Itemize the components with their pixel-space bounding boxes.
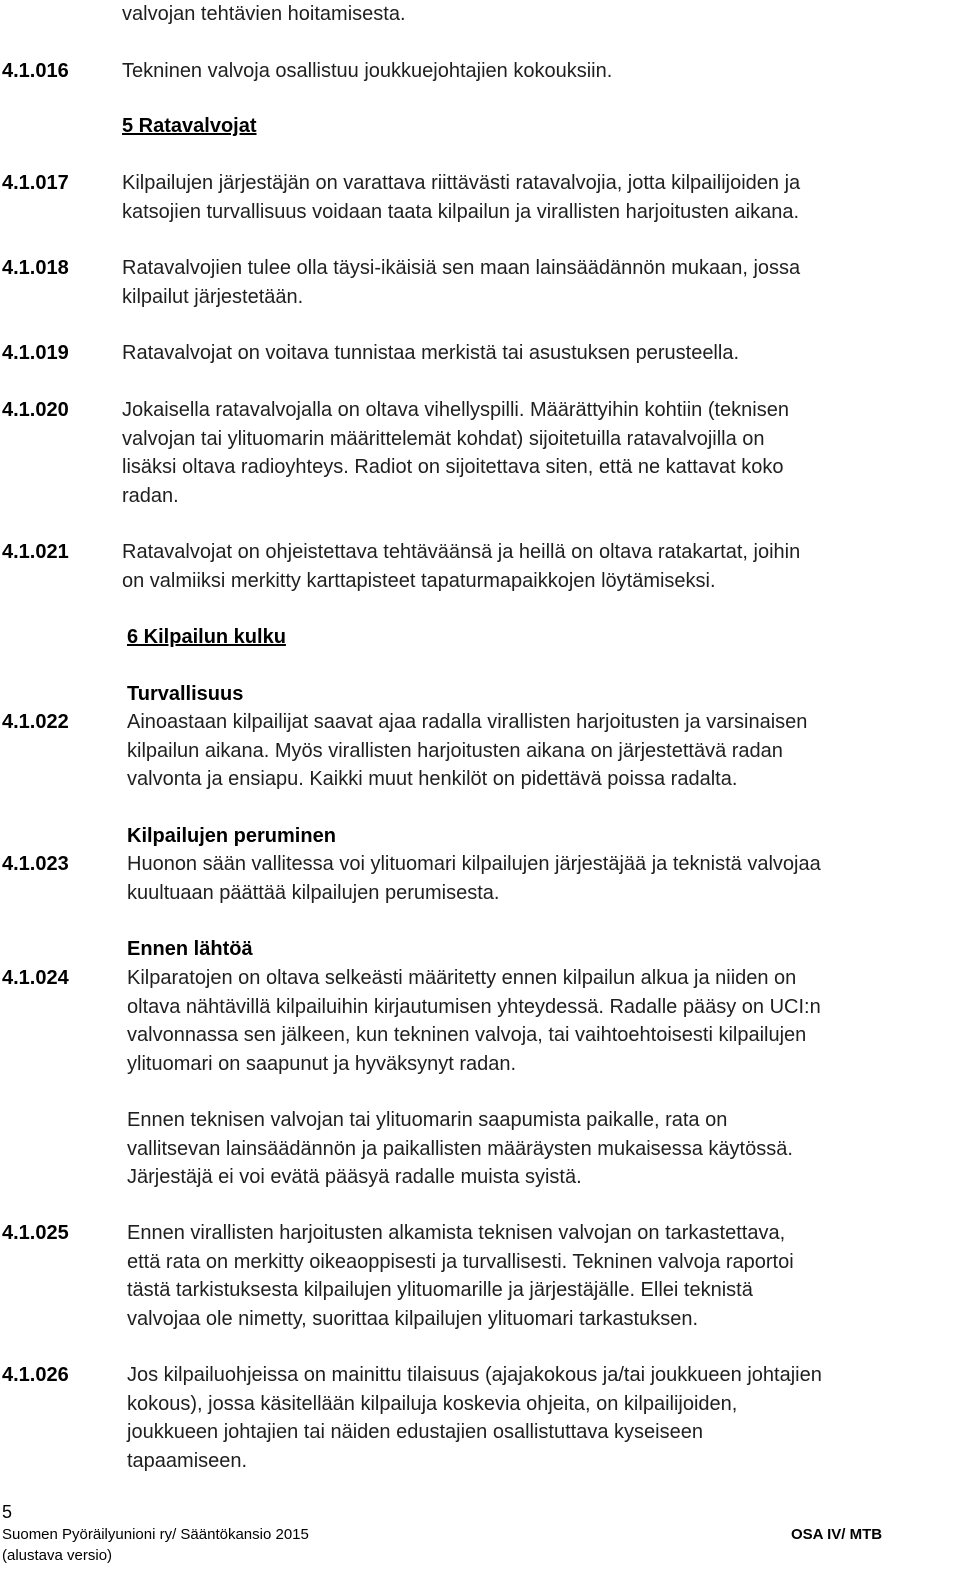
paragraph-number: 4.1.024 (2, 967, 69, 989)
paragraph-line: valvojan tehtävien hoitamisesta. (122, 3, 406, 25)
paragraph-line: valvonnassa sen jälkeen, kun tekninen valvoja, tai vaihtoehtoisesti kilpailujen (127, 1024, 807, 1046)
paragraph-text (127, 708, 807, 794)
paragraph-line: valvojan tai ylituomarin määrittelemät kohdat) sijoitetuilla ratavalvojilla on (122, 427, 765, 450)
paragraph-line: on valmiiksi merkitty karttapisteet tapaturmapaikkojen löytämiseksi. (122, 569, 716, 592)
paragraph-line: katsojien turvallisuus voidaan taata kilpailun ja virallisten harjoitusten aikana. (122, 200, 800, 223)
footer-publisher: Suomen Pyöräilyunioni ry/ Sääntökansio 2015 (2, 1526, 309, 1543)
paragraph-line: kuultuaan päättää kilpailujen perumisesta. (127, 881, 500, 904)
paragraph-number: 4.1.020 (2, 399, 69, 421)
paragraph-line: tapaamiseen. (127, 1449, 248, 1472)
paragraph-line: ylituomari on saapunut ja hyväksynyt radan. (127, 1052, 517, 1075)
footer-version: (alustava versio) (2, 1547, 113, 1564)
paragraph-text (122, 538, 800, 595)
paragraph-text (127, 964, 821, 1078)
paragraph-number: 4.1.016 (2, 60, 69, 82)
paragraph-text (127, 1219, 794, 1333)
paragraph-line: oltava nähtävillä kilpailuihin kirjautumisen yhteydessä. Radalle pääsy on UCI:n (127, 995, 821, 1018)
paragraph-text (122, 339, 739, 368)
paragraph-number: 4.1.026 (2, 1364, 69, 1386)
paragraph-line: Ratavalvojien tulee olla täysi-ikäisiä sen maan lainsäädännön mukaan, jossa (122, 257, 801, 279)
paragraph-number: 4.1.025 (2, 1222, 69, 1244)
paragraph-line: valvonta ja ensiapu. Kaikki muut henkilöt on pidettävä poissa radalta. (127, 768, 738, 790)
paragraph-number: 4.1.022 (2, 711, 69, 733)
paragraph-line: tästä tarkistuksesta kilpailujen ylituomarille ja järjestäjälle. Ellei teknistä (127, 1279, 753, 1301)
paragraph-line: kilpailut järjestetään. (122, 285, 304, 308)
paragraph-line: Kilparatojen on oltava selkeästi määritetty ennen kilpailun alkua ja niiden on (127, 967, 797, 989)
paragraph-line: Jos kilpailuohjeissa on mainittu tilaisuus (ajajakokous ja/tai joukkueen johtajien (127, 1364, 822, 1386)
paragraph-number: 4.1.018 (2, 257, 69, 279)
paragraph-text (122, 254, 800, 311)
footer-section: OSA IV/ MTB (791, 1526, 883, 1543)
paragraph-line: Kilpailujen järjestäjän on varattava riittävästi ratavalvojia, jotta kilpailijoiden ja (122, 172, 801, 194)
section-heading-kilpailun-kulku: 6 Kilpailun kulku (127, 626, 286, 648)
paragraph-text (122, 396, 789, 510)
paragraph-line: vallitsevan lainsäädännön ja paikallisten määräysten mukaisessa käytössä. (127, 1137, 793, 1160)
subheading-ennen-lahtoa: Ennen lähtöä (127, 938, 253, 960)
page-number: 5 (2, 1502, 13, 1522)
paragraph-number: 4.1.017 (2, 172, 69, 194)
paragraph-line: lisäksi oltava radioyhteys. Radiot on sijoitettava siten, että ne kattavat koko (122, 456, 784, 478)
paragraph-line: Ratavalvojat on ohjeistettava tehtäväänsä ja heillä on oltava ratakartat, joihin (122, 541, 801, 563)
paragraph-number: 4.1.023 (2, 853, 69, 875)
paragraph-text (122, 57, 612, 86)
paragraph-line: joukkueen johtajien tai näiden edustajien osallistuttava kyseiseen (127, 1421, 703, 1443)
paragraph-line: Ratavalvojat on voitava tunnistaa merkistä tai asustuksen perusteella. (122, 342, 740, 364)
paragraph-line: Ainoastaan kilpailijat saavat ajaa radalla virallisten harjoitusten ja varsinaisen (127, 711, 808, 733)
paragraph-line: että rata on merkitty oikeaoppisesti ja turvallisesti. Tekninen valvoja raportoi (127, 1250, 794, 1273)
paragraph-number: 4.1.021 (2, 541, 69, 563)
paragraph-line: Tekninen valvoja osallistuu joukkuejohtajien kokouksiin. (122, 60, 613, 82)
subheading-turvallisuus: Turvallisuus (127, 683, 244, 705)
paragraph-line: kilpailun aikana. Myös virallisten harjoitusten aikana on järjestettävä radan (127, 739, 783, 762)
paragraph-line: Järjestäjä ei voi evätä pääsyä radalle muista syistä. (127, 1166, 582, 1188)
section-heading-ratavalvojat: 5 Ratavalvojat (122, 115, 257, 137)
paragraph-continuation (122, 0, 406, 29)
paragraph-line: Ennen teknisen valvojan tai ylituomarin saapumista paikalle, rata on (127, 1109, 728, 1131)
paragraph-line: kokous), jossa käsitellään kilpailuja koskevia ohjeita, on kilpailijoiden, (127, 1392, 738, 1415)
paragraph-text (127, 850, 821, 907)
subheading-kilpailujen-peruminen: Kilpailujen peruminen (127, 825, 336, 847)
paragraph-line: radan. (122, 484, 179, 507)
paragraph-line: Ennen virallisten harjoitusten alkamista teknisen valvojan on tarkastettava, (127, 1222, 786, 1244)
paragraph-text (122, 169, 800, 226)
paragraph-text (127, 1106, 793, 1192)
paragraph-line: Jokaisella ratavalvojalla on oltava vihellyspilli. Määrättyihin kohtiin (teknisen (122, 399, 789, 421)
paragraph-line: Huonon sään vallitessa voi ylituomari kilpailujen järjestäjää ja teknistä valvojaa (127, 853, 821, 875)
paragraph-number: 4.1.019 (2, 342, 69, 364)
paragraph-line: valvojaa ole nimetty, suorittaa kilpailujen ylituomari tarkastuksen. (127, 1307, 699, 1330)
paragraph-text (127, 1361, 822, 1475)
